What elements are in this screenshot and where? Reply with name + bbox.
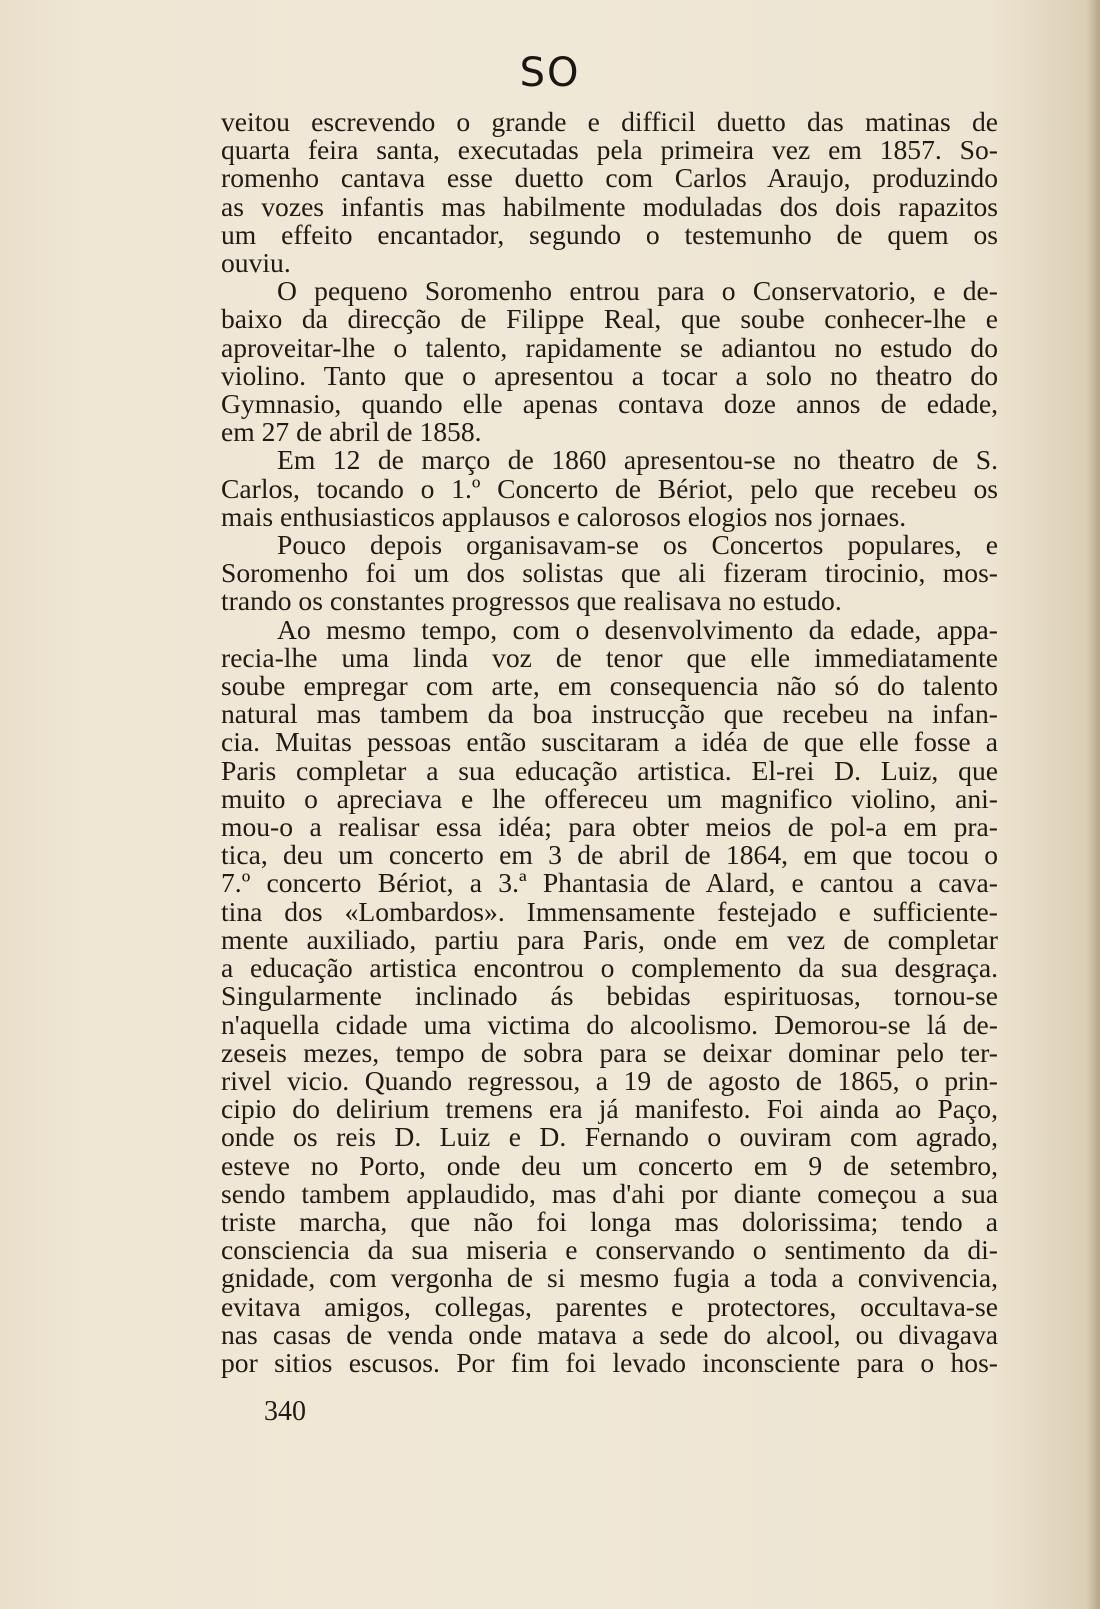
text-line: triste marcha, que não foi longa mas dolorissima; tendo a [221,1205,998,1237]
text-line: cia. Muitas pessoas então suscitaram a idéa de que elle fosse a [221,726,998,758]
text-line: tica, deu um concerto em 3 de abril de 1864, em que tocou o [221,839,998,871]
text-line: zeseis mezes, tempo de sobra para se deixar dominar pelo ter- [221,1036,998,1068]
text-line: Soromenho foi um dos solistas que ali fizeram tirocinio, mos- [221,557,998,589]
text-line: quarta feira santa, executadas pela primeira vez em 1857. So- [221,134,998,166]
text-line: n'aquella cidade uma victima do alcoolismo. Demorou-se lá de- [221,1008,998,1040]
text-line: baixo da direcção de Filippe Real, que soube conhecer-lhe e [221,303,998,335]
page-edge-shadow [1086,0,1100,1609]
text-line: veitou escrevendo o grande e difficil duetto das matinas de [221,106,998,137]
text-line: consciencia da sua miseria e conservando o sentimento da di- [221,1234,998,1266]
text-line: as vozes infantis mas habilmente moduladas dos dois rapazitos [221,190,998,222]
text-line: Singularmente inclinado ás bebidas espirituosas, tornou-se [221,980,998,1012]
text-line: um effeito encantador, segundo o testemunho de quem os [221,218,998,250]
text-line: por sitios escusos. Por fim foi levado inconsciente para o hos- [221,1346,998,1378]
text-line: mente auxiliado, partiu para Paris, onde em vez de completar [221,923,998,955]
body-text [221,108,998,1377]
text-line: aproveitar-lhe o talento, rapidamente se adiantou no estudo do [221,331,998,363]
text-line: Carlos, tocando o 1.º Concerto de Bériot, pelo que recebeu os [221,472,998,504]
text-line: soube empregar com arte, em consequencia não só do talento [221,670,998,702]
text-line: violino. Tanto que o apresentou a tocar a solo no theatro do [221,359,998,391]
text-line: trando os constantes progressos que realisava no estudo. [221,585,842,617]
text-line: onde os reis D. Luiz e D. Fernando o ouviram com agrado, [221,1121,998,1153]
text-line: nas casas de venda onde matava a sede do alcool, ou divagava [221,1318,998,1350]
text-line: tina dos «Lombardos». Immensamente festejado e sufficiente- [221,895,998,927]
text-line: mou-o a realisar essa idéa; para obter meios de pol-a em pra- [221,811,998,843]
text-line: muito o apreciava e lhe offereceu um magnifico violino, ani- [221,782,998,814]
text-line: 7.º concerto Bériot, a 3.ª Phantasia de Alard, e cantou a cava- [221,867,998,899]
text-line: mais enthusiasticos applausos e calorosos elogios nos jornaes. [221,500,907,532]
text-line: esteve no Porto, onde deu um concerto em 9 de setembro, [221,1149,998,1181]
text-line: a educação artistica encontrou o complemento da sua desgraça. [221,952,998,984]
paragraph-start-line: Em 12 de março de 1860 apresentou-se no theatro de S. [277,444,998,476]
paragraph-start-line: O pequeno Soromenho entrou para o Conservatorio, e de- [277,275,998,307]
text-line: natural mas tambem da boa instrucção que recebeu na infan- [221,698,998,730]
text-line: ouviu. [221,247,291,279]
text-line: rivel vicio. Quando regressou, a 19 de agosto de 1865, o prin- [221,1064,998,1096]
text-line: em 27 de abril de 1858. [221,416,482,448]
text-line: recia-lhe uma linda voz de tenor que elle immediatamente [221,641,998,673]
page-number: 340 [264,1396,306,1427]
text-line: evitava amigos, collegas, parentes e protectores, occultava-se [221,1290,998,1322]
text-line: gnidade, com vergonha de si mesmo fugia a toda a convivencia, [221,1262,998,1294]
paragraph-start-line: Pouco depois organisavam-se os Concertos populares, e [277,529,998,561]
text-line: cipio do delirium tremens era já manifesto. Foi ainda ao Paço, [221,1093,998,1125]
text-line: romenho cantava esse duetto com Carlos Araujo, produzindo [221,162,998,194]
text-line: Paris completar a sua educação artistica. El-rei D. Luiz, que [221,754,998,786]
text-line: sendo tambem applaudido, mas d'ahi por diante começou a sua [221,1177,998,1209]
running-header: SO [519,50,581,96]
paragraph-start-line: Ao mesmo tempo, com o desenvolvimento da edade, appa- [277,613,998,645]
text-line: Gymnasio, quando elle apenas contava doze annos de edade, [221,388,998,420]
